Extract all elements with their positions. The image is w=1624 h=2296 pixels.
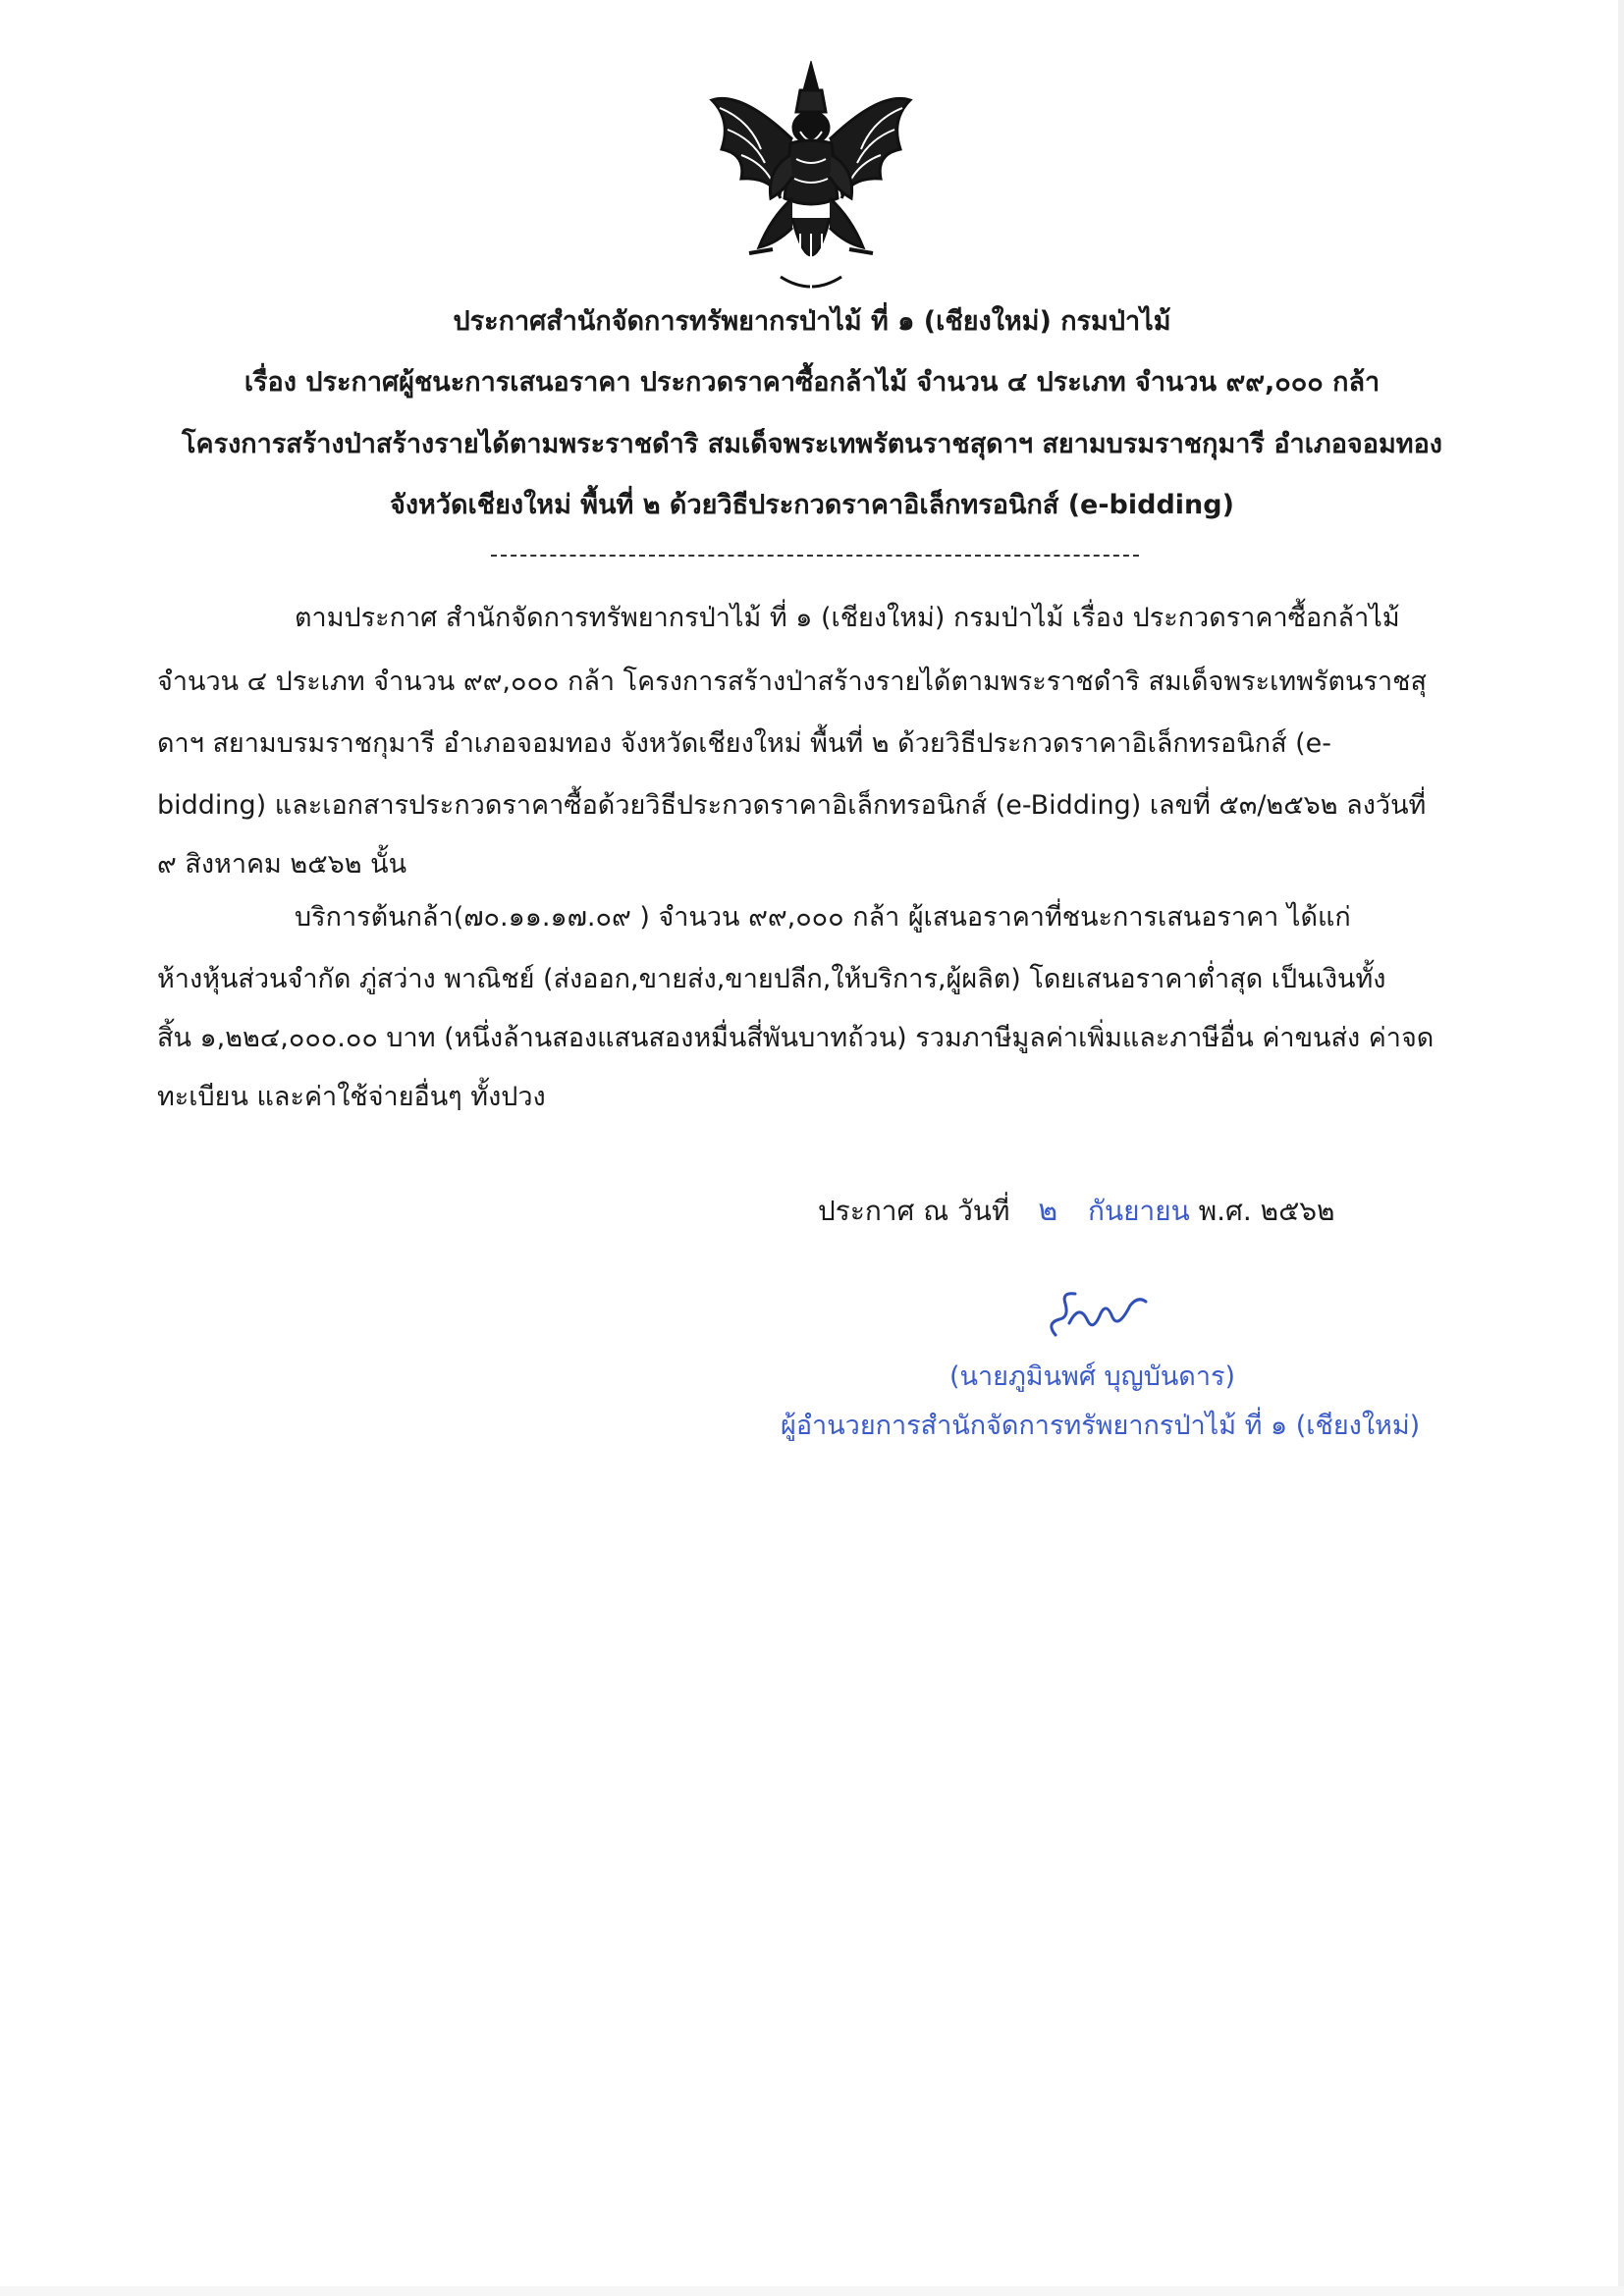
location-method-line: จังหวัดเชียงใหม่ พื้นที่ ๒ ด้วยวิธีประกวดราคาอิเล็กทรอนิกส์ (e-bidding) [390,490,1234,520]
signer-name: (นายภูมินพศ์ บุญบันดาร) [949,1362,1236,1392]
paragraph-2-line-4: ทะเบียน และค่าใช้จ่ายอื่นๆ ทั้งปวง [157,1082,546,1112]
paragraph-2-line-2: ห้างหุ้นส่วนจำกัด ภู่สว่าง พาณิชย์ (ส่งออก,ขายส่ง,ขายปลีก,ให้บริการ,ผู้ผลิต) โดยเสนอราคาต่ำสุด เป็นเงินทั้ง [157,964,1386,994]
date-prefix: ประกาศ ณ วันที่ [818,1195,1010,1227]
paragraph-1-line-5: ๙ สิงหาคม ๒๕๖๒ นั้น [157,849,407,880]
paragraph-1-line-2: จำนวน ๔ ประเภท จำนวน ๙๙,๐๐๐ กล้า โครงการสร้างป่าสร้างรายได้ตามพระราชดำริ สมเด็จพระเทพรัตนราชสุ [157,667,1427,697]
paragraph-2-line-3: สิ้น ๑,๒๒๔,๐๐๐.๐๐ บาท (หนึ่งล้านสองแสนสองหมื่นสี่พันบาทถ้วน) รวมภาษีมูลค่าเพิ่มและภาษีอื่น ค่าขนส่ง ค่าจด [157,1023,1435,1053]
paragraph-1-line-3: ดาฯ สยามบรมราชกุมารี อำเภอจอมทอง จังหวัดเชียงใหม่ พื้นที่ ๒ ด้วยวิธีประกวดราคาอิเล็กทรอนิกส์ (e- [157,728,1332,759]
announcement-title: ประกาศสำนักจัดการทรัพยากรป่าไม้ ที่ ๑ (เชียงใหม่) กรมป่าไม้ [453,306,1171,337]
date-month-handwritten: กันยายน [1088,1195,1190,1227]
paragraph-1-line-4: bidding) และเอกสารประกวดราคาซื้อด้วยวิธีประกวดราคาอิเล็กทรอนิกส์ (e-Bidding) เลขที่ ๕๓/๒๕๖๒ ลงวันที่ [157,790,1427,821]
garuda-emblem-icon [702,61,920,296]
project-name-line: โครงการสร้างป่าสร้างรายได้ตามพระราชดำริ สมเด็จพระเทพรัตนราชสุดาฯ สยามบรมราชกุมารี อำเภอจอมทอง [182,429,1442,459]
announcement-date [818,1188,1335,1234]
scan-bottom-shadow [0,2286,1624,2296]
date-day-handwritten: ๒ [1038,1194,1058,1228]
date-year: พ.ศ. ๒๕๖๒ [1198,1195,1335,1227]
paragraph-1-line-1: ตามประกาศ สำนักจัดการทรัพยากรป่าไม้ ที่ ๑ (เชียงใหม่) กรมป่าไม้ เรื่อง ประกวดราคาซื้อกล้าไม้ [295,603,1400,633]
scan-edge-shadow [1618,0,1624,2296]
handwritten-signature [1036,1284,1154,1343]
signer-title: ผู้อำนวยการสำนักจัดการทรัพยากรป่าไม้ ที่ ๑ (เชียงใหม่) [781,1411,1421,1441]
paragraph-2-line-1: บริการต้นกล้า(๗๐.๑๑.๑๗.๐๙ ) จำนวน ๙๙,๐๐๐ กล้า ผู้เสนอราคาที่ชนะการเสนอราคา ได้แก่ [295,902,1351,933]
announcement-subject: เรื่อง ประกาศผู้ชนะการเสนอราคา ประกวดราคาซื้อกล้าไม้ จำนวน ๔ ประเภท จำนวน ๙๙,๐๐๐ กล้า [244,367,1380,398]
separator-rule [491,555,1139,557]
